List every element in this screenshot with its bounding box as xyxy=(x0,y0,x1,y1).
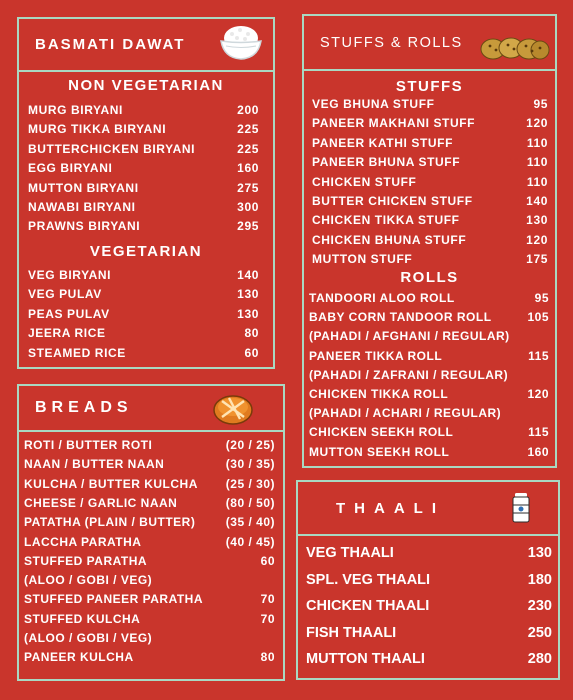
menu-item-name: MURG BIRYANI xyxy=(28,103,123,117)
menu-item xyxy=(19,650,283,669)
menu-item xyxy=(304,406,555,425)
menu-item xyxy=(19,326,273,345)
menu-item xyxy=(19,631,283,650)
menu-item xyxy=(298,598,558,625)
basmati-dawat-panel xyxy=(17,17,275,369)
menu-item-name: BABY CORN TANDOOR ROLL xyxy=(309,310,492,325)
menu-item-price: 110 xyxy=(526,135,548,150)
menu-item-price: 115 xyxy=(528,425,549,440)
menu-item-name: VEG BIRYANI xyxy=(28,268,112,282)
menu-item xyxy=(19,438,283,457)
menu-item xyxy=(304,310,555,329)
menu-item xyxy=(304,213,555,232)
breads-panel xyxy=(17,384,285,681)
menu-item xyxy=(304,445,555,464)
menu-item-price: 80 xyxy=(244,326,259,341)
basmati-dawat-title: BASMATI DAWAT xyxy=(35,36,186,53)
menu-item xyxy=(304,425,555,444)
stuffs-heading: STUFFS xyxy=(395,78,464,95)
menu-item-price: 105 xyxy=(527,310,549,325)
rolls-heading: ROLLS xyxy=(400,269,459,286)
menu-item-price: 120 xyxy=(527,387,549,401)
menu-item-name: ROTI / BUTTER ROTI xyxy=(24,438,153,452)
menu-item-name: VEG THAALI xyxy=(306,545,394,561)
menu-item xyxy=(304,116,555,135)
menu-item-name: (PAHADI / ZAFRANI / REGULAR) xyxy=(309,367,509,382)
menu-item xyxy=(19,268,273,287)
menu-item-price: 160 xyxy=(527,444,549,459)
menu-item xyxy=(304,136,555,155)
menu-item-price: (20 / 25) xyxy=(225,438,275,452)
menu-item-price: 80 xyxy=(260,650,275,665)
thaali-title: THAALI xyxy=(336,499,445,517)
menu-item xyxy=(19,122,273,141)
menu-item-price: 130 xyxy=(527,545,552,561)
menu-item-price: 180 xyxy=(527,571,552,588)
menu-item xyxy=(298,572,558,599)
menu-item xyxy=(19,307,273,326)
menu-item-name: FISH THAALI xyxy=(306,624,397,641)
menu-item xyxy=(304,175,555,194)
menu-item-name: VEG BHUNA STUFF xyxy=(312,97,435,111)
menu-item xyxy=(19,612,283,631)
menu-item xyxy=(304,155,555,174)
menu-item-name: PANEER BHUNA STUFF xyxy=(312,155,461,170)
menu-item xyxy=(19,573,283,592)
menu-item-name: PRAWNS BIRYANI xyxy=(28,219,141,234)
menu-item-name: LACCHA PARATHA xyxy=(24,534,142,549)
menu-item-name: MUTTON SEEKH ROLL xyxy=(309,444,450,459)
menu-item xyxy=(304,387,555,406)
menu-item-price: 110 xyxy=(526,155,548,170)
menu-item xyxy=(304,97,555,116)
menu-item-name: (PAHADI / AFGHANI / REGULAR) xyxy=(309,329,510,344)
menu-item-name: CHICKEN STUFF xyxy=(312,174,417,189)
menu-item-price: 140 xyxy=(526,194,548,208)
breads-title: BREADS xyxy=(35,399,133,416)
thaali-tiffin-icon xyxy=(512,493,530,523)
menu-item xyxy=(304,233,555,252)
menu-item-name: TANDOORI ALOO ROLL xyxy=(309,291,455,305)
menu-item-name: PANEER KATHI STUFF xyxy=(312,135,454,150)
menu-item xyxy=(19,200,273,219)
menu-item-name: NAWABI BIRYANI xyxy=(28,200,136,214)
menu-item-name: PEAS PULAV xyxy=(28,306,110,321)
menu-item-name: (PAHADI / ACHARI / REGULAR) xyxy=(309,406,502,421)
menu-item-price: 70 xyxy=(260,592,275,607)
menu-item xyxy=(304,349,555,368)
menu-item-price: (25 / 30) xyxy=(225,476,275,491)
menu-item-name: CHICKEN BHUNA STUFF xyxy=(312,232,467,247)
menu-item xyxy=(19,219,273,238)
menu-item xyxy=(19,496,283,515)
stuffs-rolls-panel xyxy=(302,14,557,468)
stuffed-buns-icon xyxy=(480,33,550,63)
menu-item-price: 95 xyxy=(534,291,549,305)
vegetarian-heading: VEGETARIAN xyxy=(89,243,203,260)
menu-item xyxy=(304,329,555,348)
menu-item-name: STUFFED KULCHA xyxy=(24,611,141,626)
menu-item-price: 225 xyxy=(237,122,259,137)
menu-item-price: 130 xyxy=(237,306,259,321)
menu-item-name: PANEER KULCHA xyxy=(24,650,134,665)
menu-item-name: MUTTON BIRYANI xyxy=(28,180,139,195)
menu-item-name: EGG BIRYANI xyxy=(28,161,113,176)
menu-item-price: 230 xyxy=(527,598,552,614)
menu-item-name: STEAMED RICE xyxy=(28,345,126,360)
menu-item-price: 60 xyxy=(260,553,275,568)
menu-item-name: MUTTON STUFF xyxy=(312,252,413,267)
menu-item-price: 225 xyxy=(237,141,259,156)
thaali-panel xyxy=(296,480,560,680)
menu-item-name: MUTTON THAALI xyxy=(306,651,425,667)
basmati-dawat-header xyxy=(19,19,273,72)
menu-item-name: MURG TIKKA BIRYANI xyxy=(28,122,167,137)
menu-item-price: 250 xyxy=(527,624,552,641)
menu-item-price: (40 / 45) xyxy=(225,534,275,549)
menu-item-price: 115 xyxy=(528,348,549,363)
menu-item-price: 140 xyxy=(237,268,259,282)
menu-item xyxy=(19,181,273,200)
menu-item xyxy=(19,457,283,476)
menu-item-price: 120 xyxy=(526,232,548,247)
menu-item xyxy=(19,554,283,573)
non-vegetarian-heading: NON VEGETARIAN xyxy=(68,77,224,94)
menu-item-price: 130 xyxy=(526,213,548,228)
menu-item-name: STUFFED PANEER PARATHA xyxy=(24,592,203,607)
bread-bun-icon xyxy=(212,391,254,425)
menu-item-name: CHICKEN TIKKA STUFF xyxy=(312,213,460,228)
menu-item xyxy=(19,535,283,554)
menu-item xyxy=(19,515,283,534)
menu-item xyxy=(19,287,273,306)
menu-item xyxy=(304,291,555,310)
menu-item-name: (ALOO / GOBI / VEG) xyxy=(24,631,153,645)
menu-item xyxy=(298,545,558,572)
menu-item-price: 200 xyxy=(237,103,259,117)
menu-item-name: CHICKEN THAALI xyxy=(306,598,430,614)
menu-item-name: NAAN / BUTTER NAAN xyxy=(24,457,165,472)
menu-item-name: CHEESE / GARLIC NAAN xyxy=(24,495,178,510)
menu-item-price: 175 xyxy=(526,252,548,267)
menu-item-price: 70 xyxy=(260,611,275,626)
breads-header xyxy=(19,386,283,432)
menu-item-name: PANEER MAKHANI STUFF xyxy=(312,116,476,131)
menu-item-name: BUTTERCHICKEN BIRYANI xyxy=(28,141,196,156)
stuffs-rolls-title: STUFFS & ROLLS xyxy=(320,34,463,51)
menu-item xyxy=(19,477,283,496)
menu-item-price: 120 xyxy=(526,116,548,131)
menu-item xyxy=(19,103,273,122)
menu-item-name: PATATHA (PLAIN / BUTTER) xyxy=(24,515,196,530)
menu-item-price: (30 / 35) xyxy=(225,457,275,472)
menu-item-price: 295 xyxy=(237,219,259,234)
menu-item-name: CHICKEN SEEKH ROLL xyxy=(309,425,454,440)
menu-item xyxy=(298,651,558,678)
menu-item-name: CHICKEN TIKKA ROLL xyxy=(309,387,449,401)
menu-item-name: PANEER TIKKA ROLL xyxy=(309,348,443,363)
menu-item-price: 280 xyxy=(527,651,552,667)
menu-item xyxy=(298,625,558,652)
menu-item xyxy=(304,194,555,213)
menu-item xyxy=(304,368,555,387)
menu-item-name: BUTTER CHICKEN STUFF xyxy=(312,194,473,208)
menu-item-price: (35 / 40) xyxy=(225,515,275,530)
menu-item-price: (80 / 50) xyxy=(225,495,275,510)
menu-item xyxy=(19,161,273,180)
menu-item xyxy=(19,346,273,365)
menu-item-name: STUFFED PARATHA xyxy=(24,553,148,568)
menu-item-name: KULCHA / BUTTER KULCHA xyxy=(24,476,198,491)
menu-item-name: SPL. VEG THAALI xyxy=(306,571,431,588)
stuffs-rolls-header xyxy=(304,16,555,71)
menu-item-price: 110 xyxy=(526,174,548,189)
menu-item xyxy=(19,142,273,161)
menu-item-price: 130 xyxy=(237,287,259,302)
menu-item-price: 275 xyxy=(237,180,259,195)
thaali-header xyxy=(298,482,558,536)
menu-item-price: 95 xyxy=(533,97,548,111)
menu-item xyxy=(19,592,283,611)
menu-item-price: 160 xyxy=(237,161,259,176)
menu-item-price: 60 xyxy=(244,345,259,360)
menu-item-name: VEG PULAV xyxy=(28,287,102,302)
rice-bowl-icon xyxy=(218,24,264,62)
menu-item-name: JEERA RICE xyxy=(28,326,106,341)
menu-item-price: 300 xyxy=(237,200,259,214)
menu-item-name: (ALOO / GOBI / VEG) xyxy=(24,573,153,588)
